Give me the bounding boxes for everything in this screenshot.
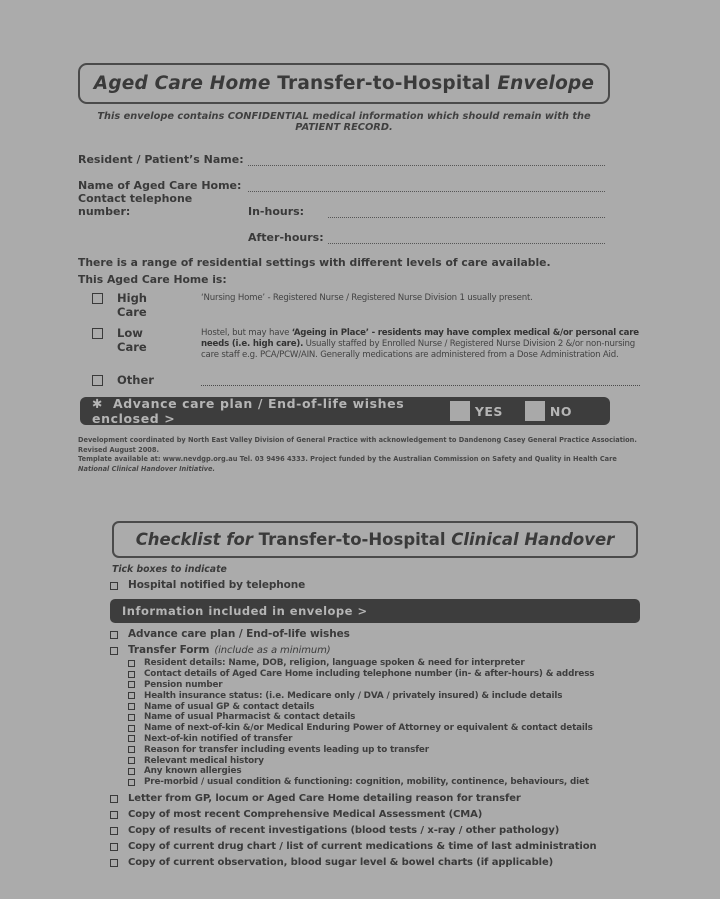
banner-label [92, 396, 450, 426]
low-care-description [201, 326, 640, 361]
checkbox-icon[interactable] [128, 671, 135, 678]
confidential-note: This envelope contains CONFIDENTIAL medical information which should remain with the PATIENT RECORD. [97, 111, 591, 133]
info-banner: Information included in envelope > [110, 599, 640, 623]
subitem-label: Pension number [144, 679, 223, 690]
transfer-form-label: Transfer Form [128, 644, 210, 656]
subitem-label: Pre-morbid / usual condition & functioning: cognition, mobility, continence, behaviours, diet [144, 777, 589, 788]
checklist-item [110, 791, 640, 807]
checkbox-icon[interactable] [128, 735, 135, 742]
title-part: Checklist for [135, 530, 253, 549]
after-hours-input[interactable] [328, 229, 605, 244]
subitem [128, 766, 640, 777]
subitem [128, 690, 640, 701]
home-name-row [78, 174, 605, 192]
yes-no-group [450, 401, 598, 421]
checkbox-icon[interactable] [110, 795, 118, 803]
checkbox-icon[interactable] [128, 757, 135, 764]
checklist-item [110, 855, 640, 871]
subitem-label: Next-of-kin notified of transfer [144, 733, 293, 744]
checkbox-icon[interactable] [128, 692, 135, 699]
subitem [128, 701, 640, 712]
hospital-notified-item [110, 579, 640, 591]
low-care-option [78, 326, 640, 361]
yes-checkbox[interactable] [450, 401, 470, 421]
subitem-label: Resident details: Name, DOB, religion, language spoken & need for interpreter [144, 658, 525, 669]
subitem-label: Contact details of Aged Care Home including telephone number (in- & after-hours) & address [144, 669, 595, 680]
high-care-label: High Care [117, 291, 147, 319]
other-input[interactable] [201, 373, 640, 386]
subitem [128, 734, 640, 745]
patient-fields [78, 148, 605, 244]
title-part: Transfer-to-Hospital [252, 530, 452, 549]
resident-name-input[interactable] [248, 151, 605, 166]
checklist-section [110, 521, 640, 871]
checklist-items [110, 628, 640, 656]
advance-care-item [110, 628, 640, 640]
fine-print [78, 436, 640, 474]
checkbox-icon[interactable] [128, 703, 135, 710]
checkbox-icon[interactable] [128, 768, 135, 775]
subitem [128, 712, 640, 723]
checkbox-icon[interactable] [92, 328, 103, 339]
transfer-form-note: (include as a minimum) [214, 644, 331, 656]
initiative-name: National Clinical Handover Initiative. [78, 464, 216, 473]
subitem [128, 744, 640, 755]
subitem-label: Relevant medical history [144, 755, 264, 766]
advance-care-banner-text: Advance care plan / End-of-life wishes enclosed > [92, 396, 405, 426]
checkbox-icon[interactable] [110, 843, 118, 851]
no-label: NO [549, 403, 572, 419]
contact-after-hours-row [78, 226, 605, 244]
advance-care-banner [80, 397, 610, 425]
no-checkbox[interactable] [525, 401, 545, 421]
subitem-label: Name of usual GP & contact details [144, 701, 315, 712]
low-care-desc-pre: Hostel, but may have [201, 328, 292, 338]
hospital-notified-label: Hospital notified by telephone [128, 579, 306, 591]
contact-label: Contact telephone number: [78, 192, 193, 218]
home-name-input[interactable] [248, 177, 605, 192]
subitem-label: Name of usual Pharmacist & contact details [144, 712, 356, 723]
checkbox-icon[interactable] [128, 660, 135, 667]
checklist-item [110, 823, 640, 839]
low-care-label: Low Care [117, 326, 147, 354]
envelope-title [78, 63, 610, 104]
advance-care-item-label: Advance care plan / End-of-life wishes [128, 628, 350, 640]
transfer-form-subitems [128, 658, 640, 788]
checklist-item-label: Copy of current observation, blood sugar level & bowel charts (if applicable) [128, 857, 554, 869]
checkbox-icon[interactable] [110, 631, 118, 639]
checkbox-icon[interactable] [128, 714, 135, 721]
resident-name-row [78, 148, 605, 166]
title-part: Clinical Handover [451, 530, 615, 549]
checkbox-icon[interactable] [110, 582, 118, 590]
transfer-form-item [110, 644, 640, 656]
checkbox-icon[interactable] [110, 811, 118, 819]
home-name-label: Name of Aged Care Home: [78, 179, 242, 192]
checklist-item [110, 807, 640, 823]
checkbox-icon[interactable] [110, 647, 118, 655]
subitem [128, 777, 640, 788]
checkbox-icon[interactable] [92, 293, 103, 304]
care-intro-line2: This Aged Care Home is: [78, 273, 227, 286]
high-care-description: ‘Nursing Home’ - Registered Nurse / Registered Nurse Division 1 usually present. [201, 293, 533, 303]
checkbox-icon[interactable] [110, 859, 118, 867]
in-hours-label: In-hours: [248, 205, 305, 218]
title-part: Envelope [497, 73, 595, 94]
in-hours-input[interactable] [328, 203, 605, 218]
other-label: Other [117, 373, 154, 387]
checkbox-icon[interactable] [128, 681, 135, 688]
title-part: Aged Care Home [93, 73, 271, 94]
checkbox-icon[interactable] [128, 779, 135, 786]
bottom-checklist-items [110, 791, 640, 871]
care-intro-line1: There is a range of residential settings with different levels of care available. [78, 256, 551, 269]
subitem [128, 658, 640, 669]
care-intro [78, 254, 640, 288]
low-care-desc-post: Usually staffed by Enrolled Nurse / Registered Nurse Division 2 &/or non-nursing care staff e.g. PCA/PCW/AIN. Generally medications are administered from a Dose Administration Aid. [201, 339, 636, 360]
checklist-item [110, 839, 640, 855]
subitem-label: Health insurance status: (i.e. Medicare only / DVA / privately insured) & include details [144, 690, 563, 701]
checklist-item-label: Letter from GP, locum or Aged Care Home detailing reason for transfer [128, 793, 521, 805]
checklist-item-label: Copy of most recent Comprehensive Medical Assessment (CMA) [128, 809, 483, 821]
fine-print-line1: Development coordinated by North East Valley Division of General Practice with acknowledgement to Dandenong Casey General Practice Association. Revised August 2008. [78, 436, 637, 454]
subitem [128, 755, 640, 766]
after-hours-label: After-hours: [248, 231, 324, 244]
high-care-option [78, 291, 640, 319]
subitem [128, 723, 640, 734]
envelope-section [78, 63, 640, 474]
checkbox-icon[interactable] [128, 746, 135, 753]
fine-print-line2: Template available at: www.nevdgp.org.au Tel. 03 9496 4333. Project funded by the Australian Commission on Safety and Quality in Health Care National Clinical Handover Initiative. [78, 455, 617, 473]
title-part: Transfer-to-Hospital [270, 73, 498, 94]
subitem-label: Name of next-of-kin &/or Medical Enduring Power of Attorney or equivalent & contact details [144, 723, 593, 734]
subitem [128, 669, 640, 680]
other-option [78, 373, 640, 387]
resident-name-label: Resident / Patient’s Name: [78, 153, 244, 166]
checklist-item-label: Copy of current drug chart / list of current medications & time of last administration [128, 841, 597, 853]
asterisk-icon: ✱ [92, 396, 104, 411]
checkbox-icon[interactable] [128, 725, 135, 732]
checklist-title [112, 521, 638, 558]
contact-in-hours-row [78, 192, 605, 218]
yes-label: YES [474, 403, 503, 419]
subitem-label: Reason for transfer including events leading up to transfer [144, 744, 429, 755]
tick-note: Tick boxes to indicate [112, 564, 227, 575]
subitem-label: Any known allergies [144, 766, 242, 777]
low-care-desc-bold: ‘Ageing in Place’ - residents may have complex medical &/or personal care needs (i.e. high care). [201, 328, 639, 349]
checklist-item-label: Copy of results of recent investigations (blood tests / x-ray / other pathology) [128, 825, 560, 837]
checkbox-icon[interactable] [110, 827, 118, 835]
subitem [128, 680, 640, 691]
checkbox-icon[interactable] [92, 375, 103, 386]
care-options [78, 291, 640, 387]
